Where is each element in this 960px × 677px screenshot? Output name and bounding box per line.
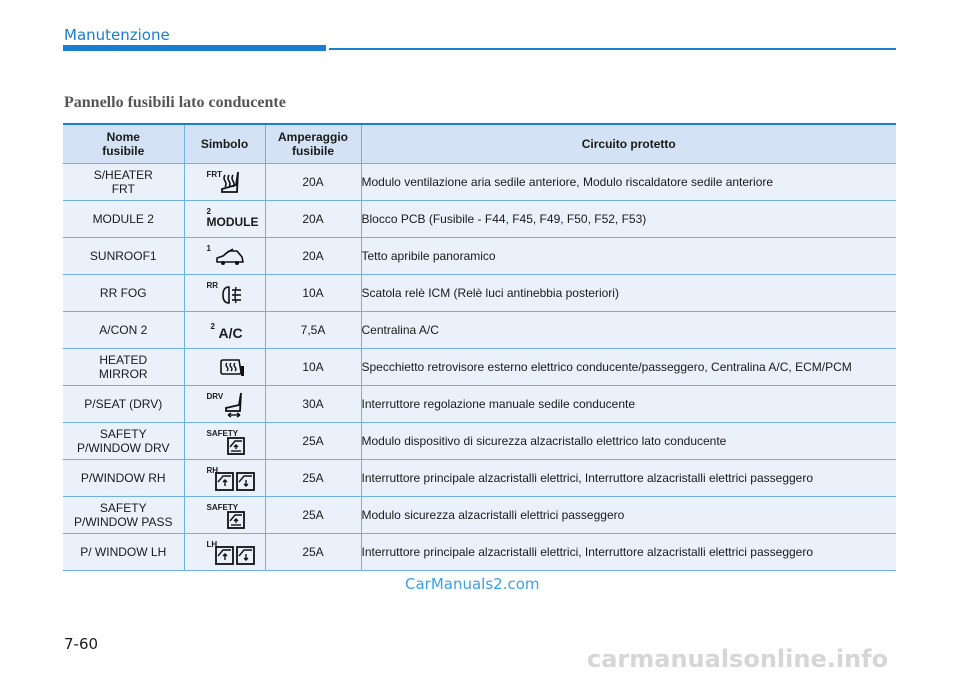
fuse-name-line1: RR FOG xyxy=(99,286,147,300)
fuse-name-line1: HEATED xyxy=(99,353,148,367)
fuse-symbol xyxy=(184,201,265,238)
table-row xyxy=(63,497,896,534)
seat-heater-icon xyxy=(219,171,241,195)
fuse-name xyxy=(63,238,184,275)
table-row xyxy=(63,238,896,275)
fuse-symbol xyxy=(184,534,265,571)
fuse-name-line1: P/SEAT (DRV) xyxy=(84,397,163,411)
section-title: Manutenzione xyxy=(64,26,170,44)
fuse-name-line2: FRT xyxy=(111,182,135,196)
fuse-amperage: 7,5A xyxy=(265,312,361,349)
fuse-symbol xyxy=(184,349,265,386)
fuse-symbol xyxy=(184,275,265,312)
fuse-amperage: 25A xyxy=(265,423,361,460)
fuse-circuit: Specchietto retrovisore esterno elettrico conducente/passeggero, Centralina A/C, ECM/PCM xyxy=(361,349,896,386)
watermark-footer: carmanualsonline.info xyxy=(587,645,889,673)
fuse-name-line1: SAFETY xyxy=(99,501,147,515)
watermark-link[interactable]: CarManuals2.com xyxy=(405,575,540,593)
symbol-text: MODULE xyxy=(206,215,259,229)
symbol-tag: 2 xyxy=(210,322,215,331)
power-seat-icon xyxy=(223,392,245,418)
fuse-name xyxy=(63,423,184,460)
sunroof-car-icon xyxy=(215,248,245,266)
table-row xyxy=(63,275,896,312)
fuse-name-line1: MODULE 2 xyxy=(92,212,154,226)
fuse-circuit: Interruttore principale alzacristalli elettrici, Interruttore alzacristalli elettrici passeggero xyxy=(361,460,896,497)
fuse-circuit: Modulo dispositivo di sicurezza alzacristallo elettrico lato conducente xyxy=(361,423,896,460)
symbol-tag: FRT xyxy=(206,170,223,179)
heated-mirror-icon xyxy=(219,358,245,378)
table-row xyxy=(63,349,896,386)
symbol-tag: RH xyxy=(206,466,219,475)
safety-window-icon xyxy=(227,437,245,455)
fuse-table xyxy=(63,123,896,571)
fuse-name xyxy=(63,275,184,312)
table-row xyxy=(63,534,896,571)
symbol-tag: DRV xyxy=(206,392,224,401)
fuse-name-line2: P/WINDOW PASS xyxy=(74,515,173,529)
fuse-circuit: Blocco PCB (Fusibile - F44, F45, F49, F50, F52, F53) xyxy=(361,201,896,238)
table-row xyxy=(63,460,896,497)
fuse-circuit: Modulo sicurezza alzacristalli elettrici passeggero xyxy=(361,497,896,534)
fuse-amperage: 25A xyxy=(265,497,361,534)
symbol-tag: 2 xyxy=(206,207,211,216)
header-fuse-name-line2: fusibile xyxy=(102,144,145,158)
fuse-name-line1: P/ WINDOW LH xyxy=(80,545,167,559)
fuse-name-line2: P/WINDOW DRV xyxy=(77,441,170,455)
fuse-amperage: 20A xyxy=(265,164,361,201)
fuse-name xyxy=(63,201,184,238)
ac-text-icon xyxy=(185,312,265,348)
symbol-tag: SAFETY xyxy=(206,429,239,438)
double-window-icon xyxy=(215,472,255,492)
table-header-row xyxy=(63,124,896,164)
fuse-name-line1: P/WINDOW RH xyxy=(80,471,166,485)
fuse-amperage: 30A xyxy=(265,386,361,423)
fuse-amperage: 25A xyxy=(265,534,361,571)
fuse-name xyxy=(63,312,184,349)
fuse-symbol xyxy=(184,164,265,201)
fuse-symbol xyxy=(184,386,265,423)
page-number: 7-60 xyxy=(64,635,99,653)
fuse-name xyxy=(63,497,184,534)
fuse-name xyxy=(63,460,184,497)
fuse-symbol xyxy=(184,460,265,497)
fuse-name xyxy=(63,164,184,201)
symbol-text: A/C xyxy=(218,325,243,341)
symbol-tag: LH xyxy=(206,540,218,549)
symbol-tag: 1 xyxy=(206,244,211,253)
fuse-circuit: Scatola relè ICM (Relè luci antinebbia posteriori) xyxy=(361,275,896,312)
symbol-tag: RR xyxy=(206,281,219,290)
fuse-name xyxy=(63,534,184,571)
rear-fog-lamp-icon xyxy=(221,285,243,305)
header-rule-thin xyxy=(329,48,896,50)
table-row xyxy=(63,312,896,349)
fuse-name-line1: A/CON 2 xyxy=(99,323,148,337)
table-row xyxy=(63,423,896,460)
fuse-amperage: 20A xyxy=(265,238,361,275)
fuse-name-line2: MIRROR xyxy=(98,367,148,381)
fuse-symbol xyxy=(184,423,265,460)
fuse-name-line1: SAFETY xyxy=(99,427,147,441)
table-row xyxy=(63,164,896,201)
header-amperage-line1: Amperaggio xyxy=(277,130,348,144)
fuse-amperage: 20A xyxy=(265,201,361,238)
header-circuit: Circuito protetto xyxy=(361,124,896,164)
module-text-icon xyxy=(185,201,265,237)
double-window-icon xyxy=(215,546,255,566)
fuse-amperage: 10A xyxy=(265,275,361,312)
header-fuse-name xyxy=(63,124,184,164)
fuse-circuit: Modulo ventilazione aria sedile anteriore, Modulo riscaldatore sedile anteriore xyxy=(361,164,896,201)
table-row xyxy=(63,201,896,238)
header-amperage-line2: fusibile xyxy=(291,144,334,158)
header-amperage xyxy=(265,124,361,164)
fuse-symbol xyxy=(184,497,265,534)
fuse-symbol xyxy=(184,312,265,349)
fuse-name xyxy=(63,386,184,423)
fuse-circuit: Interruttore regolazione manuale sedile conducente xyxy=(361,386,896,423)
fuse-name-line1: SUNROOF1 xyxy=(89,249,157,263)
fuse-circuit: Interruttore principale alzacristalli elettrici, Interruttore alzacristalli elettrici passeggero xyxy=(361,534,896,571)
fuse-circuit: Centralina A/C xyxy=(361,312,896,349)
symbol-tag: SAFETY xyxy=(206,503,239,512)
fuse-name-line1: S/HEATER xyxy=(93,168,153,182)
fuse-name xyxy=(63,349,184,386)
page-heading: Pannello fusibili lato conducente xyxy=(64,94,286,111)
fuse-amperage: 25A xyxy=(265,460,361,497)
safety-window-icon xyxy=(227,511,245,529)
table-row xyxy=(63,386,896,423)
fuse-circuit: Tetto apribile panoramico xyxy=(361,238,896,275)
header-fuse-name-line1: Nome xyxy=(106,130,140,144)
fuse-symbol xyxy=(184,238,265,275)
header-symbol: Simbolo xyxy=(184,124,265,164)
fuse-amperage: 10A xyxy=(265,349,361,386)
header-rule-thick xyxy=(63,45,326,51)
